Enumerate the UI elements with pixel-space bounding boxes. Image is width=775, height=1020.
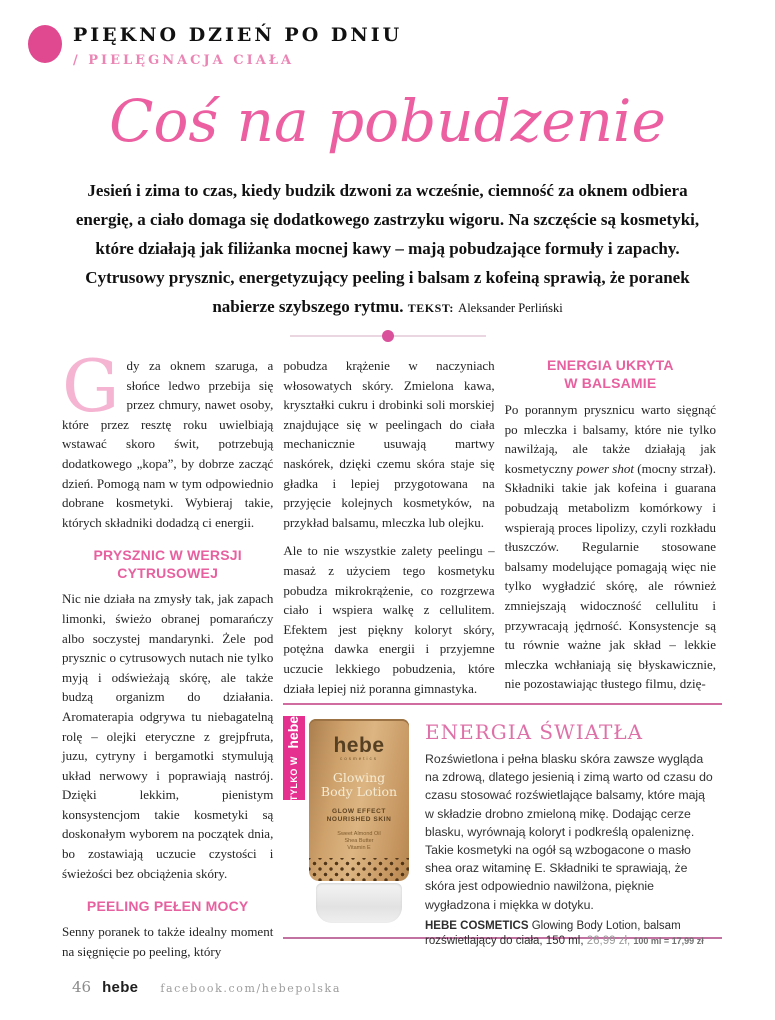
tube-claims [309,808,409,824]
column-1 [62,344,274,961]
divider-dot-icon [382,330,394,342]
column-heading [505,356,716,392]
tube-ingredients [309,831,409,852]
ribbon-brand: hebe [285,715,302,749]
paragraph: Senny poranek to także idealny moment na sięgnięcie po peeling, który [62,924,274,959]
box-heading: ENERGIA ŚWIATŁA [425,720,644,744]
tube-dot-pattern [309,858,409,881]
column-heading [62,546,273,582]
paragraph [505,400,716,694]
paragraph-text: dy za oknem szaruga, a słońce ledwo przebija się przez chmury, nawet osoby, które przez resztę roku uwielbiają wstawać skoro świt, potrzebują dodatkowego „kopa”, by dobrze zacząć dzień. Pomogą nam w tym odpowiednio dobrane kosmetyki. Wybieraj takie, których składniki dodadzą ci energii. [62,358,274,530]
subsection-title: / PIELĘGNACJA CIAŁA [73,53,295,68]
caption-text: Glowing Body Lotion, balsam rozświetlający do ciała, 150 ml, [425,919,681,948]
product-caption [425,919,713,950]
intro-text: Jesień i zima to czas, kiedy budzik dzwoni za wcześnie, ciemność za oknem odbiera energię, a ciało domaga się dodatkowego zastrzyku wigoru. Na szczęście są kosmetyki, które działają jak filiżanka mocnej kawy – mają pobudzające formuły i zapachy. Cytrusowy prysznic, energetyzujący peeling i balsam z kofeiną sprawią, że poranek nabierze szybszego rytmu. [75,181,700,316]
ingredient: Vitamin E [347,845,371,851]
ingredient: Shea Butter [344,838,374,844]
product-tube [309,719,409,881]
section-divider [290,330,486,342]
ribbon-text: TYLKO W [289,755,300,801]
paragraph: pobudza krążenie w naczyniach włosowatych skóry. Zmielona kawa, kryształki cukru i drobinki soli morskiej znajdujące się w peelingach do ciała mechanicznie usuwają martwy naskórek, dzięki czemu skóra staje się gładka i lepiej przygotowana na przyjęcie kolejnych kosmetyków, na przykład balsamu, mleczka lub olejku. [283,358,495,530]
paragraph [62,344,274,532]
tube-claim-line: NOURISHED SKIN [326,816,392,823]
tube-name-line: Body Lotion [320,784,398,799]
product-image [309,719,409,925]
paragraph-text: (mocny strzał). Składniki takie jak kofeina i guarana pobudzają metabolizm komórkowy i wspierają proces lipolizy, czyli rozkładu tłuszczów. Regularnie stosowane balsamy modelujące pomagają więc nie tylko wygładzić skórę, ale również zmniejszają widoczność cellulitu i przywracają jędrność. Konsystencje są tu równie ważne jak skład – lekkie mleczka wchłaniają się błyskawicznie, nie pozostawiając tłustego filmu, dzię- [504,460,716,692]
paragraph: Ale to nie wszystkie zalety peelingu – masaż z użyciem tego kosmetyku pobudza mikrokrążenie, co rozgrzewa ciało i wspiera walkę z cellulitem. Efektem jest piękny koloryt skóry, potężna dawka energii i przyjemne uczucie lekkiego pobudzenia, które działa lepiej niż poranna gimnastyka. [283,543,495,696]
box-body: Rozświetlona i pełna blasku skóra zawsze wygląda na zdrową, dlatego jesienią i zimą warto od czasu do czasu stosować rozświetlające balsamy, które mają w składzie drobno zmieloną mikę. Dodając cerze blasku, wyrównają koloryt i podkreślą opaleniznę. Takie kosmetyki na ogół są wzbogacone o masło shea oraz witaminę E. Składniki te sprawiają, że skóra jest odpowiednio nawilżona, pięknie wygładzona i miękka w dotyku. [425,752,713,912]
tube-brand-sub: cosmetics [339,756,378,761]
section-title: PIĘKNO DZIEŃ PO DNIU [73,24,403,46]
heading-line: CYTRUSOWEJ [117,565,219,582]
byline-name: Aleksander Perliński [458,301,563,315]
page-number: 46 [72,978,92,996]
column-heading: PEELING PEŁEN MOCY [86,898,249,915]
caption-brand: HEBE COSMETICS [425,919,529,932]
product-feature-box [283,703,722,948]
italic-term: power shot [576,460,634,476]
tube-product-name [309,771,409,799]
paragraph: Nic nie działa na zmysły tak, jak zapach limonki, świeżo obranej pomarańczy albo soczystej mandarynki. Żele pod prysznic o cytrusowych nutach nie tylko myją i odświeżają skórę, ale także budzą organizm do działania. Aromaterapia odgrywa tu niebagatelną rolę – olejki eteryczne z grejpfruta, juzu, cytryny i bergamotki stymulują układ nerwowy i poprawiają nastrój. Dzięki lekkim, pienistym konsystencjom takie kosmetyki są doskonałym wyborem na początek dnia, bo zostawiają uczucie czystości i świeżości bez obciążenia skóry. [62,591,274,881]
product-box-text [425,719,713,950]
ingredient: Sweet Almond Oil [337,831,381,837]
page-footer [72,978,341,996]
section-kicker [28,22,402,71]
tube-name-line: Glowing [332,770,386,785]
byline-label: TEKST: [407,301,454,315]
tube-brand: hebe [333,734,385,757]
paragraph-text: Po porannym prysznicu warto sięgnąć po mleczka i balsamy, które nie tylko nawilżają, ale także działają jak kosmetyczny [504,402,716,476]
dropcap-letter: G [62,344,120,428]
pink-dot-icon [28,25,62,63]
hebe-logo: hebe [102,979,139,996]
heading-line: PRYSZNIC W WERSJI [93,547,242,564]
tube-claim-line: GLOW EFFECT [332,808,386,815]
exclusive-ribbon [283,716,305,800]
heading-line: W BALSAMIE [564,375,657,391]
facebook-url: facebook.com/hebepolska [160,982,341,995]
tube-cap [316,883,402,923]
article-title: Coś na pobudzenie [109,87,666,155]
article-intro [71,176,705,323]
caption-unit-price: 100 ml = 17,99 zł [633,936,704,947]
caption-price: 26,99 zł, [586,935,634,948]
heading-line: ENERGIA UKRYTA [546,357,674,373]
